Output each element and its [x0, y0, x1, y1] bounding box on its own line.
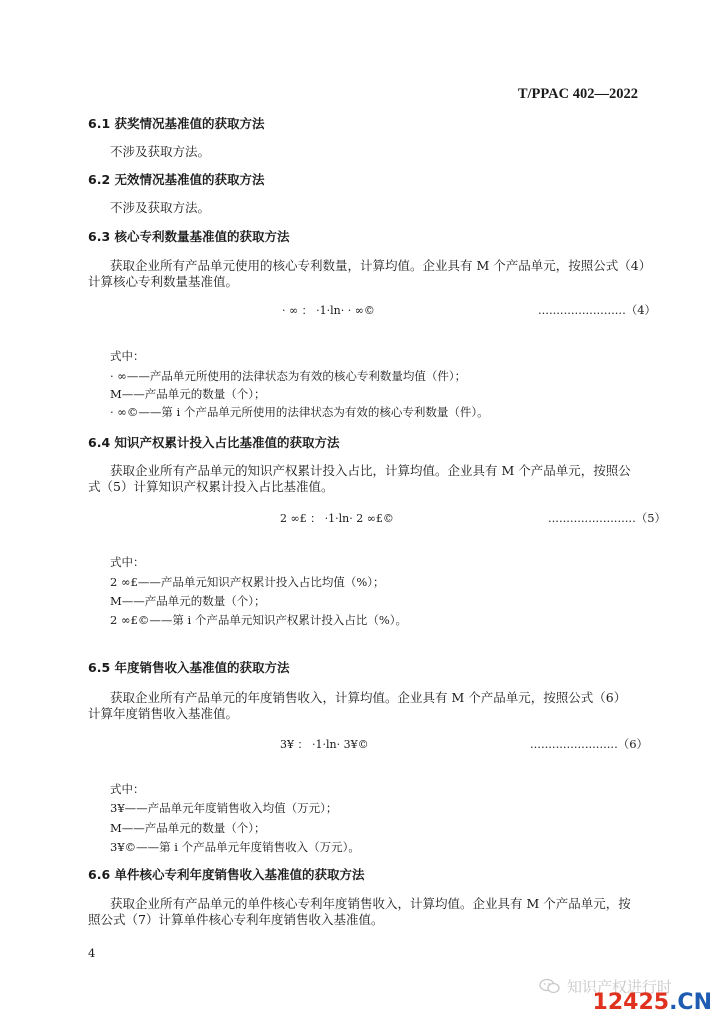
- variable-line: M——产品单元的数量（个）；: [110, 387, 266, 401]
- paragraph-6-3-line1: 获取企业所有产品单元使用的核心专利数量，计算均值。企业具有 M 个产品单元，按照公式（4）: [110, 258, 652, 273]
- variable-line: · ∞©——第 i 个产品单元所使用的法律状态为有效的核心专利数量（件）。: [110, 405, 489, 419]
- variable-line: 2 ∞£——产品单元知识产权累计投入占比均值（%）；: [110, 575, 385, 589]
- standard-code: T/PPAC 402—2022: [517, 86, 638, 102]
- section-heading-6-3: 6.3 核心专利数量基准值的获取方法: [88, 229, 290, 244]
- paragraph-6-4-line1: 获取企业所有产品单元的知识产权累计投入占比，计算均值。企业具有 M 个产品单元，按照公: [110, 463, 631, 478]
- where-label-6-5: 式中：: [110, 782, 145, 796]
- variable-line: 3¥——产品单元年度销售收入均值（万元）；: [110, 801, 338, 815]
- site-logo: [593, 990, 712, 1015]
- paragraph-6-6-line2: 照公式（7）计算单件核心专利年度销售收入基准值。: [88, 912, 384, 927]
- formula-6-number: ........................（6）: [530, 737, 649, 751]
- page-number: 4: [88, 946, 96, 960]
- paragraph-6-5-line1: 获取企业所有产品单元的年度销售收入，计算均值。企业具有 M 个产品单元，按照公式（6）: [110, 690, 627, 705]
- wechat-icon: [539, 978, 561, 994]
- paragraph-6-4-line2: 式（5）计算知识产权累计投入占比基准值。: [88, 479, 334, 494]
- site-logo-digits: 12425: [592, 990, 670, 1015]
- formula-5-number: ........................（5）: [548, 511, 667, 525]
- section-heading-6-4: 6.4 知识产权累计投入占比基准值的获取方法: [88, 435, 340, 450]
- where-label-6-3: 式中：: [110, 349, 145, 363]
- watermark-text: 知识产权进行时: [566, 978, 672, 996]
- formula-5: 2 ∞£ ： ·1·ln· 2 ∞£©: [280, 512, 394, 525]
- site-logo-domain: .CN: [669, 990, 712, 1015]
- section-body-6-2: 不涉及获取方法。: [110, 200, 211, 215]
- variable-line: 3¥©——第 i 个产品单元年度销售收入（万元）。: [110, 840, 360, 854]
- formula-4: · ∞ ： ·1·ln· · ∞©: [282, 304, 375, 317]
- paragraph-6-3-line2: 计算核心专利数量基准值。: [88, 274, 239, 289]
- variable-line: · ∞——产品单元所使用的法律状态为有效的核心专利数量均值（件）；: [110, 369, 467, 383]
- formula-6: 3¥ ： ·1·ln· 3¥©: [280, 738, 369, 751]
- formula-4-number: ........................（4）: [538, 303, 657, 317]
- section-heading-6-1: 6.1 获奖情况基准值的获取方法: [88, 116, 265, 131]
- section-heading-6-5: 6.5 年度销售收入基准值的获取方法: [88, 660, 290, 675]
- variable-line: 2 ∞£©——第 i 个产品单元知识产权累计投入占比（%）。: [110, 613, 408, 627]
- variable-line: M——产品单元的数量（个）；: [110, 594, 266, 608]
- section-heading-6-6: 6.6 单件核心专利年度销售收入基准值的获取方法: [88, 867, 365, 882]
- paragraph-6-6-line1: 获取企业所有产品单元的单件核心专利年度销售收入，计算均值。企业具有 M 个产品单元，按: [110, 896, 631, 911]
- paragraph-6-5-line2: 计算年度销售收入基准值。: [88, 706, 239, 721]
- section-body-6-1: 不涉及获取方法。: [110, 144, 211, 159]
- section-heading-6-2: 6.2 无效情况基准值的获取方法: [88, 172, 265, 187]
- variable-line: M——产品单元的数量（个）；: [110, 821, 266, 835]
- where-label-6-4: 式中：: [110, 555, 145, 569]
